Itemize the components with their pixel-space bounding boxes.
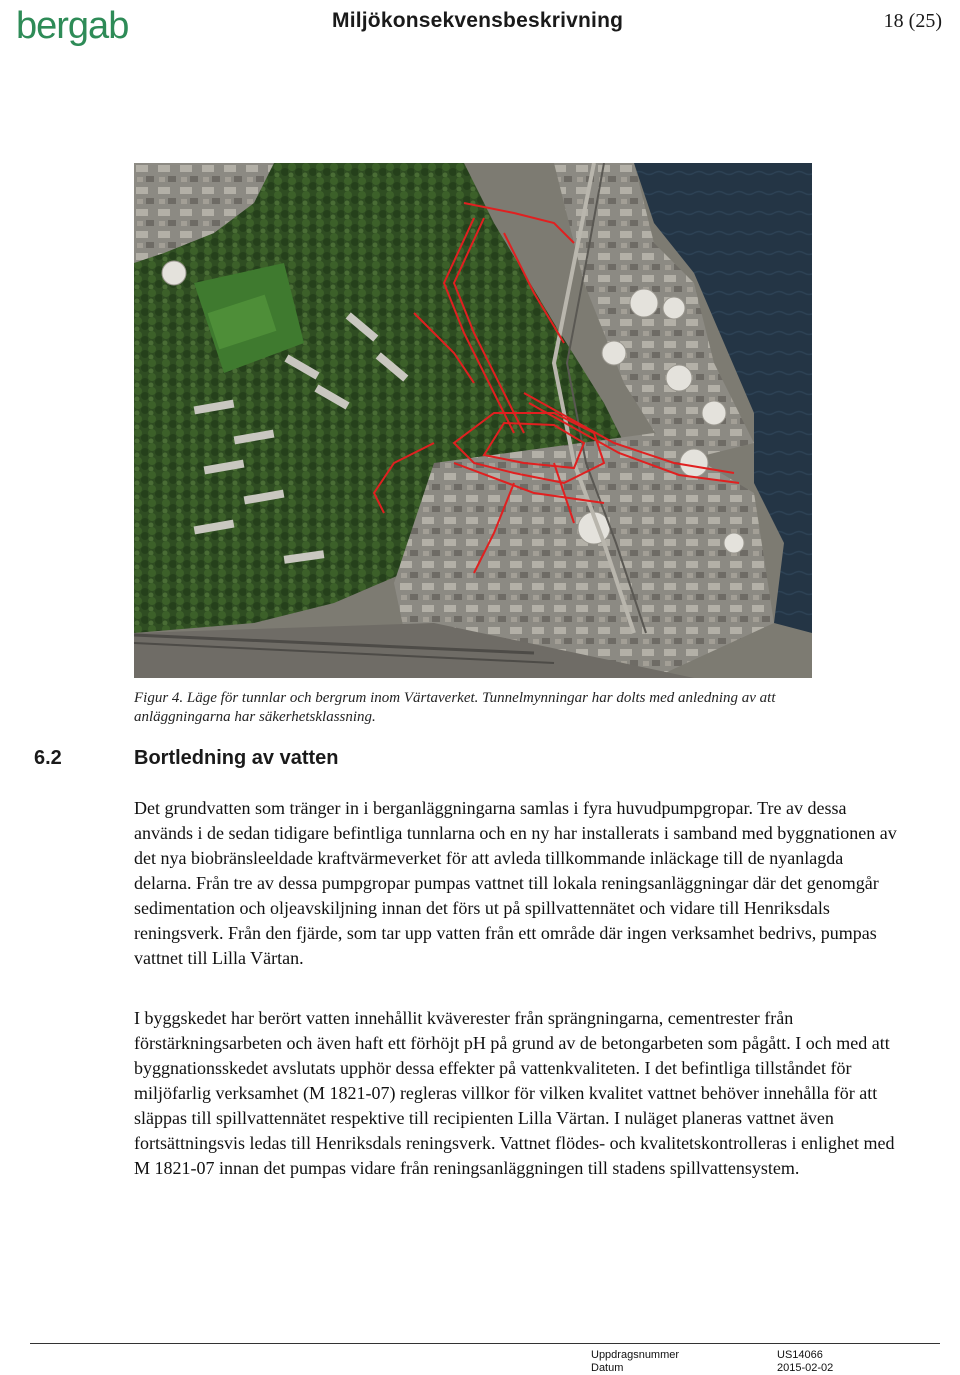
bergab-logo [16,4,128,50]
logo-text: bergab [16,5,128,47]
paragraph-text: I byggskedet har berört vatten innehållit kväverester från sprängningarna, cementrester från förstärkningsarbeten och även haft ett förhöjt pH på grund av de betongarbeten som pågått. I och med att byggnationsskedet avslutats upphör dessa effekter på vattenkvaliteten. I det befintliga tillståndet för miljöfarlig verksamhet (M 1821-07) regleras villkor för vilken kvalitet vattnet behöver innehålla för att släppas till spillvattennätet respektive till recipienten Lilla Värtan. I nuläget planeras vattnet även fortsättningsvis ledas till Henriksdals reningsverk. Vattnet flödes- och kvalitetskontrolleras i enlighet med M 1821-07 innan det pumpas vidare från reningsanläggningen till stadens spillvattensystem. [134,1008,895,1178]
aerial-map-icon [134,163,812,678]
assignment-number: US14066 [777,1349,823,1361]
footer-values [777,1349,833,1375]
document-title: Miljökonsekvensbeskrivning [332,9,624,32]
aerial-map-figure [134,163,812,678]
paragraph-text: Det grundvatten som tränger in i berganläggningarna samlas i fyra huvudpumpgropar. Tre av dessa används i de sedan tidigare befintliga tunnlarna och en ny har installerats i samband med byggnationen av det nya biobränsleeldade kraftvärmeverket för att avleda tillkommande inläckage till de nyanlagda delarna. Från tre av dessa pumpgropar pumpas vattnet till lokala reningsanläggningar där det genomgår sedimentation och oljeavskiljning innan det förs ut på spillvattennätet och vidare till Henriksdals reningsverk. Från den fjärde, som tar upp vatten från ett område där ingen verksamhet bedrivs, pumpas vattnet till Lilla Värtan. [134,798,897,968]
paragraph-2 [134,1006,904,1181]
date-label: Datum [591,1362,624,1374]
figure-caption: Figur 4. Läge för tunnlar och bergrum inom Värtaverket. Tunnelmynningar har dolts med anledning av att anläggningarna har säkerhetsklassning. [134,690,776,725]
section-heading [34,747,338,770]
page-number: 18 (25) [883,10,942,32]
assignment-label: Uppdragsnummer [591,1349,680,1361]
footer-labels [591,1349,679,1375]
section-title: Bortledning av vatten [134,747,339,769]
logo-mark [16,4,128,50]
paragraph-1 [134,796,904,971]
footer-divider [30,1343,940,1344]
document-date: 2015-02-02 [777,1362,834,1374]
section-number: 6.2 [34,747,62,769]
